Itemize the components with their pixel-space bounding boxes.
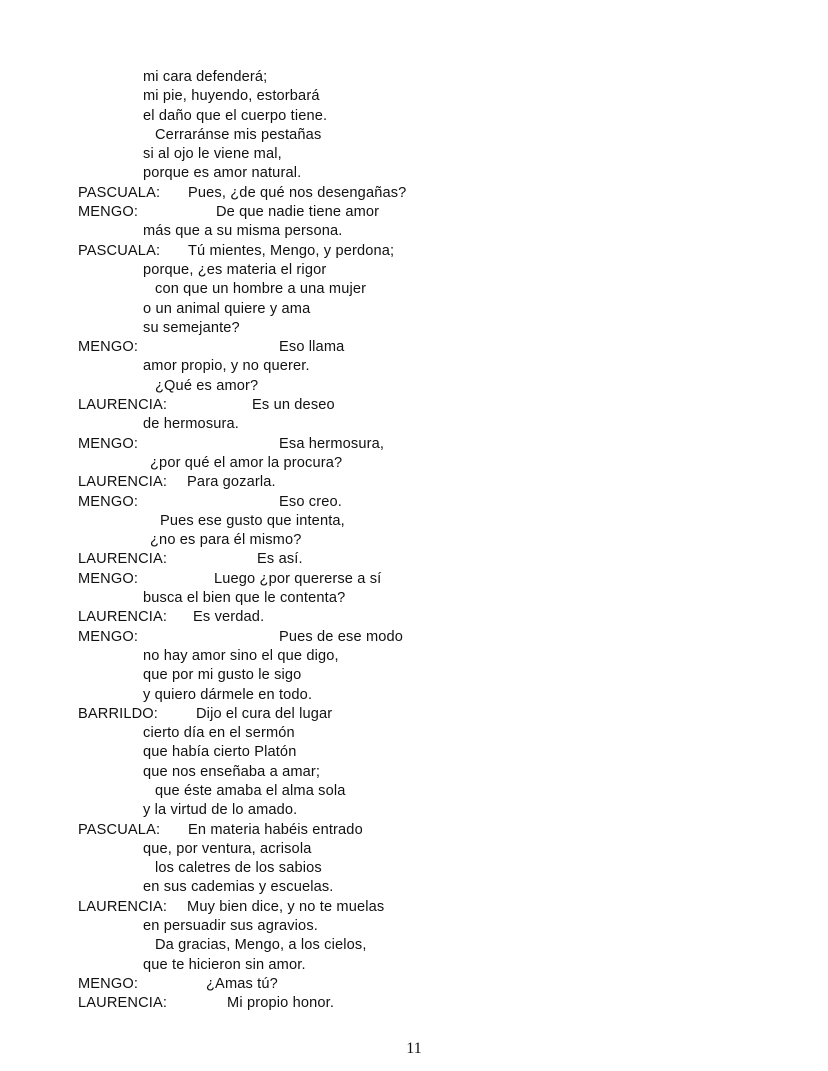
verse-line: los caletres de los sabios — [155, 860, 322, 877]
speaker-label: BARRILDO: — [78, 705, 158, 722]
verse-line: más que a su misma persona. — [143, 223, 343, 240]
dialogue-line — [78, 203, 778, 222]
dialogue-line — [78, 628, 778, 647]
dialogue-text: Eso llama — [279, 339, 345, 356]
verse-line: que, por ventura, acrisola — [143, 840, 312, 857]
verse-line: el daño que el cuerpo tiene. — [143, 107, 328, 124]
speaker-label: MENGO: — [78, 570, 139, 587]
verse-line: y quiero dármele en todo. — [143, 686, 313, 703]
speaker-label: MENGO: — [78, 628, 139, 645]
page-number: 11 — [406, 1040, 422, 1057]
verse-line: en persuadir sus agravios. — [143, 918, 318, 935]
verse-line: si al ojo le viene mal, — [143, 146, 282, 163]
speaker-label: LAURENCIA: — [78, 551, 168, 568]
dialogue-text: Muy bien dice, y no te muelas — [187, 898, 385, 915]
dialogue-text: Pues de ese modo — [279, 628, 404, 645]
dialogue-line — [78, 550, 778, 569]
dialogue-text: En materia habéis entrado — [188, 821, 363, 838]
dialogue-text: Para gozarla. — [187, 474, 276, 491]
dialogue-line — [78, 608, 778, 627]
dialogue-line — [78, 396, 778, 415]
speaker-label: MENGO: — [78, 975, 139, 992]
dialogue-text: Es verdad. — [193, 609, 265, 626]
dialogue-text: Luego ¿por quererse a sí — [214, 570, 382, 587]
verse-line: amor propio, y no querer. — [143, 358, 310, 375]
dialogue-text: Mi propio honor. — [227, 995, 335, 1012]
verse-line: mi pie, huyendo, estorbará — [143, 88, 320, 105]
verse-line: con que un hombre a una mujer — [155, 281, 367, 298]
verse-line: porque, ¿es materia el rigor — [143, 261, 327, 278]
dialogue-line — [78, 705, 778, 724]
verse-line: que éste amaba el alma sola — [155, 782, 346, 799]
dialogue-line — [78, 184, 778, 203]
verse-line: ¿no es para él mismo? — [150, 532, 302, 549]
speaker-label: PASCUALA: — [78, 242, 161, 259]
speaker-label: PASCUALA: — [78, 821, 161, 838]
verse-line: no hay amor sino el que digo, — [143, 647, 339, 664]
verse-line: que por mi gusto le sigo — [143, 667, 302, 684]
dialogue-line — [78, 570, 778, 589]
dialogue-text: Es así. — [257, 551, 303, 568]
verse-line: busca el bien que le contenta? — [143, 590, 346, 607]
dialogue-line — [78, 493, 778, 512]
verse-line: mi cara defenderá; — [143, 69, 268, 85]
verse-line: su semejante? — [143, 319, 240, 336]
verse-line: que te hicieron sin amor. — [143, 956, 306, 973]
dialogue-line — [78, 242, 778, 261]
verse-line: porque es amor natural. — [143, 165, 302, 182]
dialogue-line — [78, 975, 778, 994]
dialogue-line — [78, 435, 778, 454]
verse-line: o un animal quiere y ama — [143, 300, 311, 317]
verse-line: que nos enseñaba a amar; — [143, 763, 321, 780]
verse-line: que había cierto Platón — [143, 744, 297, 761]
dialogue-line — [78, 473, 778, 492]
verse-line: Pues ese gusto que intenta, — [160, 512, 345, 529]
dialogue-verse-block — [78, 68, 778, 1014]
dialogue-text: Es un deseo — [252, 397, 335, 414]
dialogue-text: ¿Amas tú? — [206, 975, 278, 992]
speaker-label: LAURENCIA: — [78, 474, 168, 491]
verse-line: Cerraránse mis pestañas — [155, 126, 322, 143]
dialogue-text: Dijo el cura del lugar — [196, 705, 333, 722]
dialogue-line — [78, 338, 778, 357]
dialogue-text: De que nadie tiene amor — [216, 204, 380, 221]
dialogue-line — [78, 898, 778, 917]
dialogue-text: Pues, ¿de qué nos desengañas? — [188, 184, 407, 201]
speaker-label: LAURENCIA: — [78, 898, 168, 915]
dialogue-text: Esa hermosura, — [279, 435, 385, 452]
dialogue-text: Tú mientes, Mengo, y perdona; — [188, 242, 395, 259]
verse-line: Da gracias, Mengo, a los cielos, — [155, 937, 367, 954]
speaker-label: LAURENCIA: — [78, 397, 168, 414]
verse-line: en sus cademias y escuelas. — [143, 879, 334, 896]
speaker-label: LAURENCIA: — [78, 609, 168, 626]
verse-line: ¿Qué es amor? — [155, 377, 259, 394]
speaker-label: MENGO: — [78, 204, 139, 221]
dialogue-line — [78, 994, 778, 1013]
speaker-label: MENGO: — [78, 339, 139, 356]
verse-line: de hermosura. — [143, 416, 239, 433]
speaker-label: MENGO: — [78, 435, 139, 452]
dialogue-line — [78, 821, 778, 840]
verse-line: cierto día en el sermón — [143, 725, 295, 742]
speaker-label: MENGO: — [78, 493, 139, 510]
dialogue-text: Eso creo. — [279, 493, 342, 510]
verse-line: ¿por qué el amor la procura? — [150, 454, 343, 471]
speaker-label: PASCUALA: — [78, 184, 161, 201]
verse-line: y la virtud de lo amado. — [143, 802, 298, 819]
speaker-label: LAURENCIA: — [78, 995, 168, 1012]
